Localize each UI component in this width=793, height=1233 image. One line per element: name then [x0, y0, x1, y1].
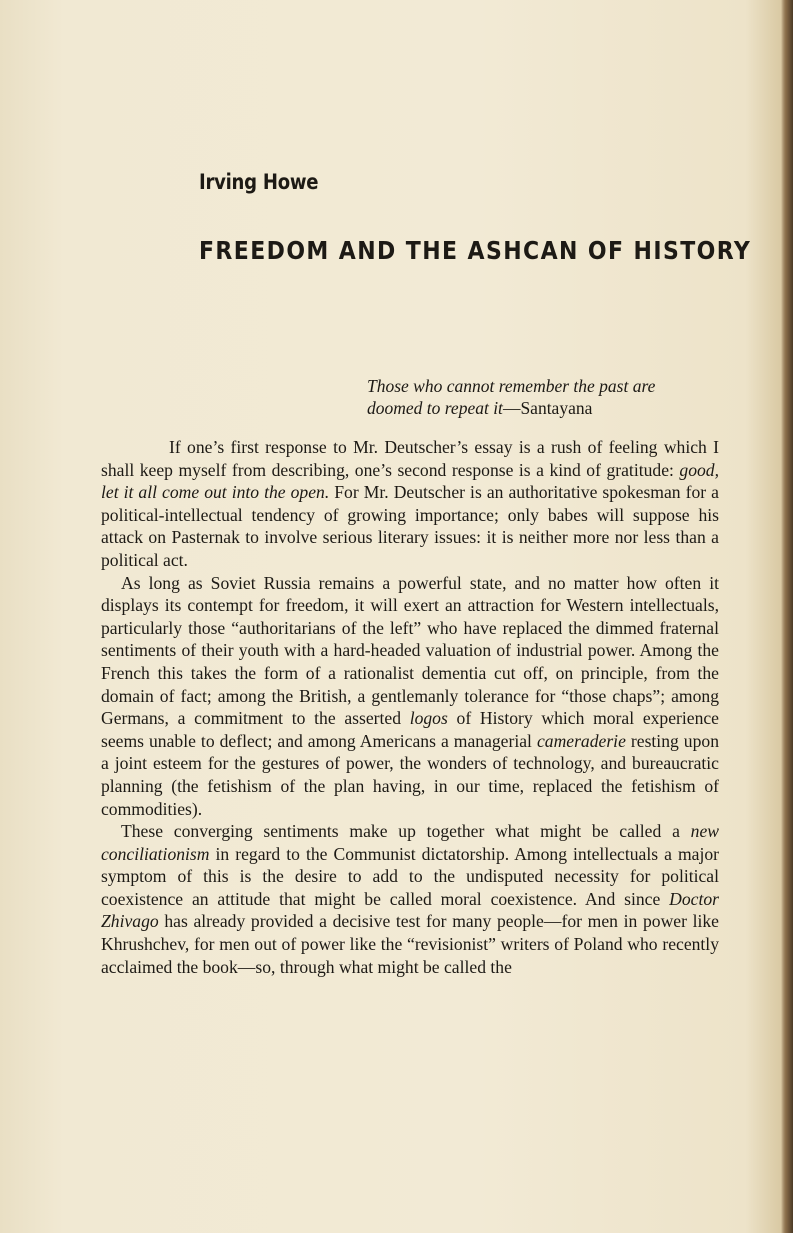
- text-run: in regard to the Communist dictatorship. Among intellectuals a major symptom of this is the desire to add to the undisputed necessity for political coexistence an attitude that might be called moral coexistence. And since: [101, 843, 719, 909]
- author-name: Irving Howe: [199, 170, 319, 194]
- text-run: As long as Soviet Russia remains a powerful state, and no matter how often it displays its contempt for freedom, it will exert an attraction for Western intellectuals, particularly those “authoritarians of the left” who have replaced the dimmed fraternal sentiments of their youth with a hard-headed valuation of industrial power. Among the French this takes the form of a rationalist dementia cut off, on principle, from the domain of fact; among the British, a gentlemanly tolerance for “those chaps”; among Germans, a commitment to the asserted: [101, 572, 719, 729]
- paragraph: [101, 820, 719, 978]
- paragraph: [101, 572, 719, 821]
- italic-phrase: new conciliationism: [101, 821, 719, 864]
- text-run: These converging sentiments make up together what might be called a: [121, 821, 691, 842]
- epigraph-quote-line1: Those who cannot remember the past are: [367, 376, 656, 396]
- italic-phrase: good, let it all come out into the open.: [101, 459, 719, 503]
- italic-phrase: cameraderie: [536, 730, 626, 751]
- text-run: For Mr. Deutscher is an authoritative spokesman for a political-intellectual tendency of growing importance; only babes will suppose his attack on Pasternak to involve serious literary issues: it is neither more nor less than a political act.: [101, 482, 719, 570]
- text-run: resting upon a joint esteem for the gestures of power, the wonders of technology, and bureaucratic planning (the fetishism of the plan having, in our time, replaced the fetishism of commodities).: [101, 730, 719, 819]
- text-run: If one’s first response to Mr. Deutscher’s essay is a rush of feeling which I shall keep myself from describing, one’s second response is a kind of gratitude:: [101, 437, 719, 480]
- italic-phrase: logos: [409, 708, 448, 729]
- page-edge-shadow: [781, 0, 793, 1233]
- text-run: has already provided a decisive test for many people—for men in power like Khrushchev, for men out of power like the “revisionist” writers of Poland who recently acclaimed the book—so, through what might be called the: [101, 911, 719, 977]
- epigraph-attribution: —Santayana: [502, 398, 593, 418]
- text-run: of History which moral experience seems unable to deflect; and among Americans a managerial: [101, 708, 719, 751]
- body-text: [101, 436, 719, 978]
- essay-title: FREEDOM AND THE ASHCAN OF HISTORY: [199, 236, 752, 265]
- epigraph-quote-line2: doomed to repeat it: [367, 398, 503, 418]
- italic-phrase: Doctor Zhivago: [101, 888, 719, 932]
- epigraph: [367, 375, 727, 419]
- paragraph: [101, 436, 719, 572]
